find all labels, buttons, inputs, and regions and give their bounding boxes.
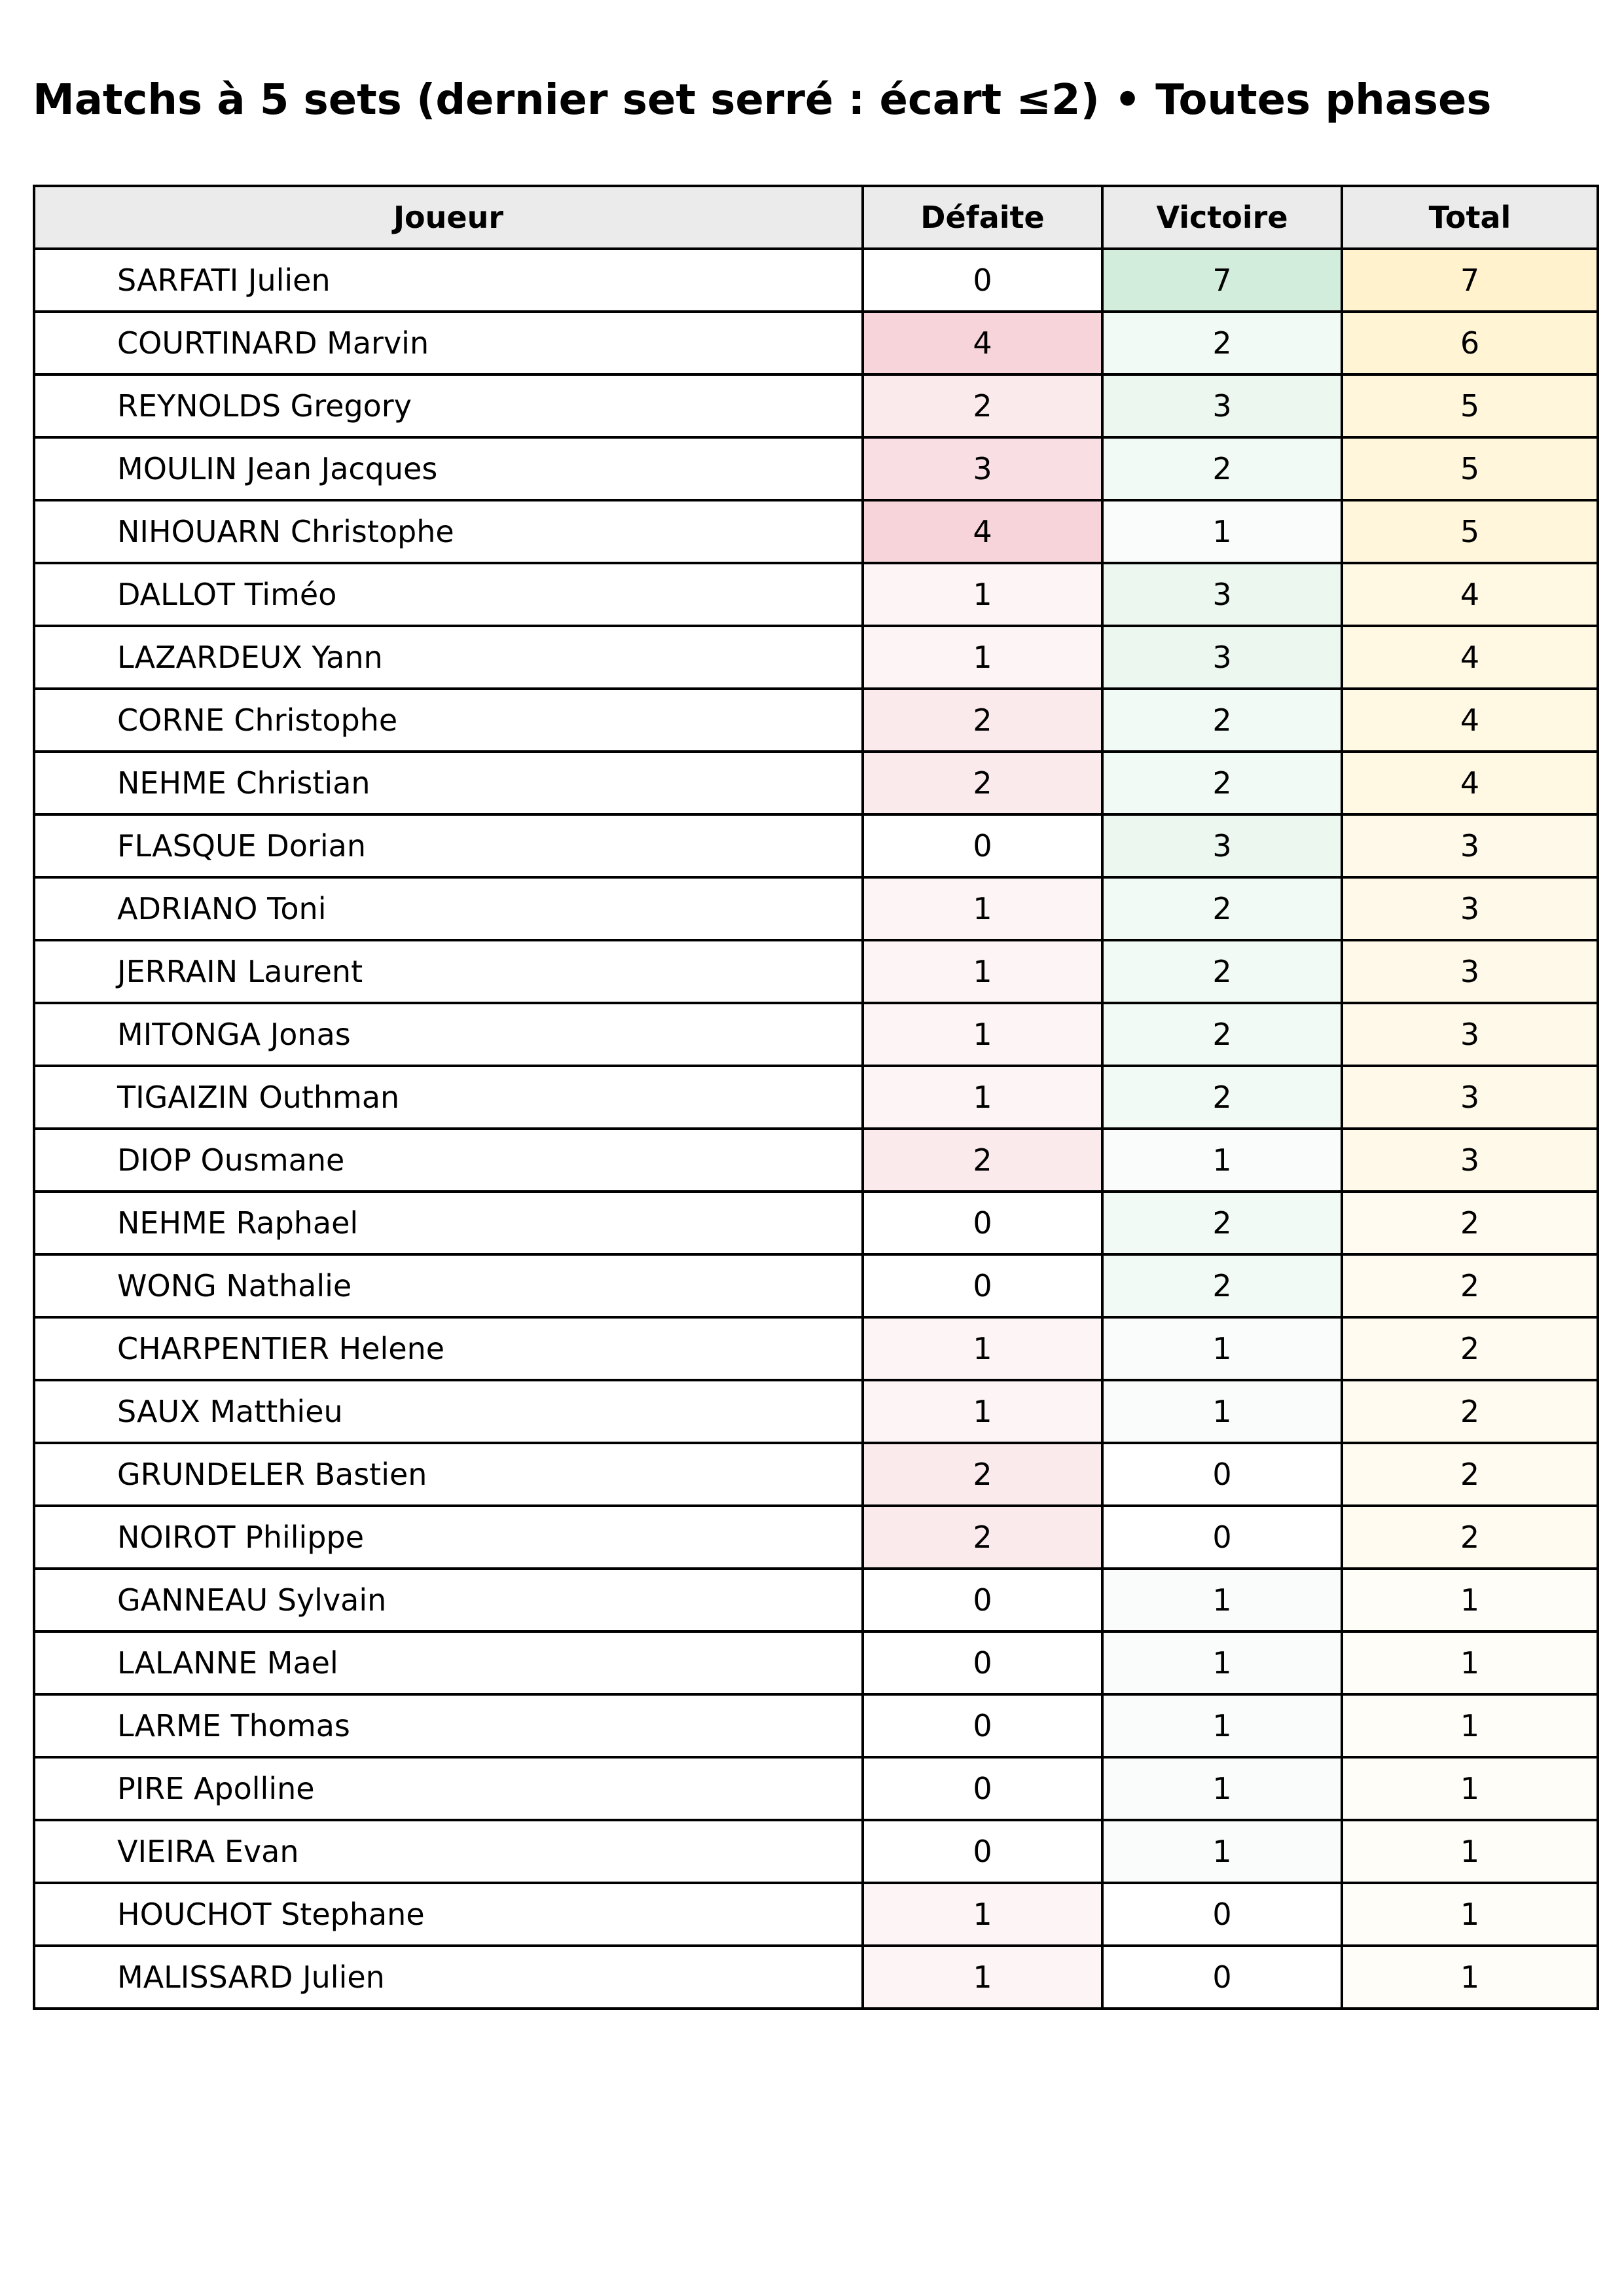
cell-total: 2: [1342, 1506, 1598, 1569]
cell-player: FLASQUE Dorian: [34, 814, 863, 877]
cell-defaite: 0: [863, 814, 1102, 877]
table-body: [34, 249, 1598, 2009]
table-row: [34, 249, 1598, 312]
cell-defaite: 1: [863, 1066, 1102, 1129]
column-header-victoire: Victoire: [1102, 186, 1342, 249]
cell-defaite: 0: [863, 1631, 1102, 1694]
cell-player: COURTINARD Marvin: [34, 312, 863, 374]
cell-total: 4: [1342, 563, 1598, 626]
cell-defaite: 0: [863, 1192, 1102, 1254]
cell-victoire: 3: [1102, 563, 1342, 626]
cell-victoire: 1: [1102, 1317, 1342, 1380]
table-row: [34, 1129, 1598, 1192]
table-row: [34, 814, 1598, 877]
cell-defaite: 1: [863, 626, 1102, 689]
cell-player: GANNEAU Sylvain: [34, 1569, 863, 1631]
cell-victoire: 2: [1102, 752, 1342, 814]
cell-victoire: 2: [1102, 877, 1342, 940]
column-header-total: Total: [1342, 186, 1598, 249]
table-row: [34, 1694, 1598, 1757]
cell-player: SAUX Matthieu: [34, 1380, 863, 1443]
table-row: [34, 1192, 1598, 1254]
cell-player: HOUCHOT Stephane: [34, 1883, 863, 1946]
cell-player: PIRE Apolline: [34, 1757, 863, 1820]
cell-player: NOIROT Philippe: [34, 1506, 863, 1569]
cell-total: 4: [1342, 689, 1598, 752]
cell-defaite: 2: [863, 752, 1102, 814]
table-row: [34, 500, 1598, 563]
cell-defaite: 2: [863, 689, 1102, 752]
cell-player: NEHME Raphael: [34, 1192, 863, 1254]
table-row: [34, 752, 1598, 814]
table-row: [34, 1003, 1598, 1066]
cell-player: CHARPENTIER Helene: [34, 1317, 863, 1380]
cell-victoire: 0: [1102, 1506, 1342, 1569]
cell-victoire: 2: [1102, 940, 1342, 1003]
table-row: [34, 689, 1598, 752]
cell-victoire: 1: [1102, 1569, 1342, 1631]
cell-victoire: 1: [1102, 500, 1342, 563]
cell-total: 3: [1342, 814, 1598, 877]
cell-total: 2: [1342, 1443, 1598, 1506]
cell-total: 1: [1342, 1631, 1598, 1694]
cell-total: 2: [1342, 1192, 1598, 1254]
cell-victoire: 3: [1102, 374, 1342, 437]
cell-defaite: 1: [863, 877, 1102, 940]
cell-total: 3: [1342, 877, 1598, 940]
table-row: [34, 1506, 1598, 1569]
cell-defaite: 1: [863, 1946, 1102, 2009]
cell-total: 5: [1342, 374, 1598, 437]
cell-defaite: 2: [863, 374, 1102, 437]
cell-player: MITONGA Jonas: [34, 1003, 863, 1066]
cell-victoire: 7: [1102, 249, 1342, 312]
cell-victoire: 2: [1102, 437, 1342, 500]
cell-player: CORNE Christophe: [34, 689, 863, 752]
cell-player: JERRAIN Laurent: [34, 940, 863, 1003]
cell-total: 2: [1342, 1254, 1598, 1317]
column-header-joueur: Joueur: [34, 186, 863, 249]
cell-total: 5: [1342, 500, 1598, 563]
cell-player: NEHME Christian: [34, 752, 863, 814]
cell-total: 4: [1342, 626, 1598, 689]
table-row: [34, 312, 1598, 374]
cell-player: DALLOT Timéo: [34, 563, 863, 626]
table-row: [34, 1631, 1598, 1694]
cell-total: 2: [1342, 1317, 1598, 1380]
cell-victoire: 2: [1102, 1254, 1342, 1317]
cell-total: 1: [1342, 1820, 1598, 1883]
table-row: [34, 626, 1598, 689]
cell-player: LARME Thomas: [34, 1694, 863, 1757]
cell-victoire: 3: [1102, 814, 1342, 877]
column-header-defaite: Défaite: [863, 186, 1102, 249]
cell-victoire: 0: [1102, 1443, 1342, 1506]
cell-total: 1: [1342, 1757, 1598, 1820]
cell-defaite: 0: [863, 1820, 1102, 1883]
stats-table: [33, 185, 1599, 2010]
cell-defaite: 0: [863, 1569, 1102, 1631]
table-row: [34, 437, 1598, 500]
table-row: [34, 877, 1598, 940]
cell-player: MOULIN Jean Jacques: [34, 437, 863, 500]
cell-victoire: 2: [1102, 312, 1342, 374]
cell-player: VIEIRA Evan: [34, 1820, 863, 1883]
cell-defaite: 4: [863, 312, 1102, 374]
cell-player: NIHOUARN Christophe: [34, 500, 863, 563]
cell-victoire: 1: [1102, 1631, 1342, 1694]
cell-victoire: 2: [1102, 1003, 1342, 1066]
cell-player: WONG Nathalie: [34, 1254, 863, 1317]
cell-total: 2: [1342, 1380, 1598, 1443]
cell-player: ADRIANO Toni: [34, 877, 863, 940]
cell-total: 3: [1342, 1129, 1598, 1192]
cell-victoire: 1: [1102, 1380, 1342, 1443]
cell-total: 3: [1342, 940, 1598, 1003]
cell-player: DIOP Ousmane: [34, 1129, 863, 1192]
cell-victoire: 1: [1102, 1820, 1342, 1883]
cell-defaite: 1: [863, 940, 1102, 1003]
cell-victoire: 2: [1102, 1192, 1342, 1254]
cell-total: 3: [1342, 1066, 1598, 1129]
cell-total: 1: [1342, 1569, 1598, 1631]
header-row: [34, 186, 1598, 249]
cell-total: 1: [1342, 1883, 1598, 1946]
cell-defaite: 1: [863, 1380, 1102, 1443]
cell-defaite: 3: [863, 437, 1102, 500]
cell-victoire: 2: [1102, 689, 1342, 752]
table-row: [34, 1254, 1598, 1317]
cell-defaite: 2: [863, 1129, 1102, 1192]
cell-player: MALISSARD Julien: [34, 1946, 863, 2009]
cell-total: 4: [1342, 752, 1598, 814]
cell-victoire: 2: [1102, 1066, 1342, 1129]
cell-total: 6: [1342, 312, 1598, 374]
cell-defaite: 0: [863, 1254, 1102, 1317]
table-row: [34, 1883, 1598, 1946]
cell-total: 5: [1342, 437, 1598, 500]
table-row: [34, 374, 1598, 437]
table-row: [34, 1317, 1598, 1380]
cell-defaite: 1: [863, 1317, 1102, 1380]
table-row: [34, 1757, 1598, 1820]
cell-defaite: 2: [863, 1506, 1102, 1569]
cell-player: GRUNDELER Bastien: [34, 1443, 863, 1506]
cell-player: TIGAIZIN Outhman: [34, 1066, 863, 1129]
table-row: [34, 563, 1598, 626]
cell-victoire: 1: [1102, 1129, 1342, 1192]
cell-total: 1: [1342, 1694, 1598, 1757]
page-title: Matchs à 5 sets (dernier set serré : écart ≤2) • Toutes phases: [33, 76, 1492, 124]
cell-player: LALANNE Mael: [34, 1631, 863, 1694]
cell-defaite: 0: [863, 249, 1102, 312]
cell-defaite: 4: [863, 500, 1102, 563]
cell-defaite: 0: [863, 1757, 1102, 1820]
cell-victoire: 0: [1102, 1946, 1342, 2009]
cell-defaite: 1: [863, 1003, 1102, 1066]
cell-victoire: 0: [1102, 1883, 1342, 1946]
cell-defaite: 0: [863, 1694, 1102, 1757]
cell-defaite: 2: [863, 1443, 1102, 1506]
cell-victoire: 1: [1102, 1757, 1342, 1820]
cell-total: 1: [1342, 1946, 1598, 2009]
cell-total: 3: [1342, 1003, 1598, 1066]
cell-player: REYNOLDS Gregory: [34, 374, 863, 437]
cell-defaite: 1: [863, 1883, 1102, 1946]
table-row: [34, 1946, 1598, 2009]
table-row: [34, 1820, 1598, 1883]
table-row: [34, 1066, 1598, 1129]
table-row: [34, 1443, 1598, 1506]
cell-victoire: 1: [1102, 1694, 1342, 1757]
table-row: [34, 940, 1598, 1003]
table-row: [34, 1380, 1598, 1443]
cell-player: LAZARDEUX Yann: [34, 626, 863, 689]
cell-defaite: 1: [863, 563, 1102, 626]
cell-victoire: 3: [1102, 626, 1342, 689]
table-row: [34, 1569, 1598, 1631]
cell-total: 7: [1342, 249, 1598, 312]
cell-player: SARFATI Julien: [34, 249, 863, 312]
